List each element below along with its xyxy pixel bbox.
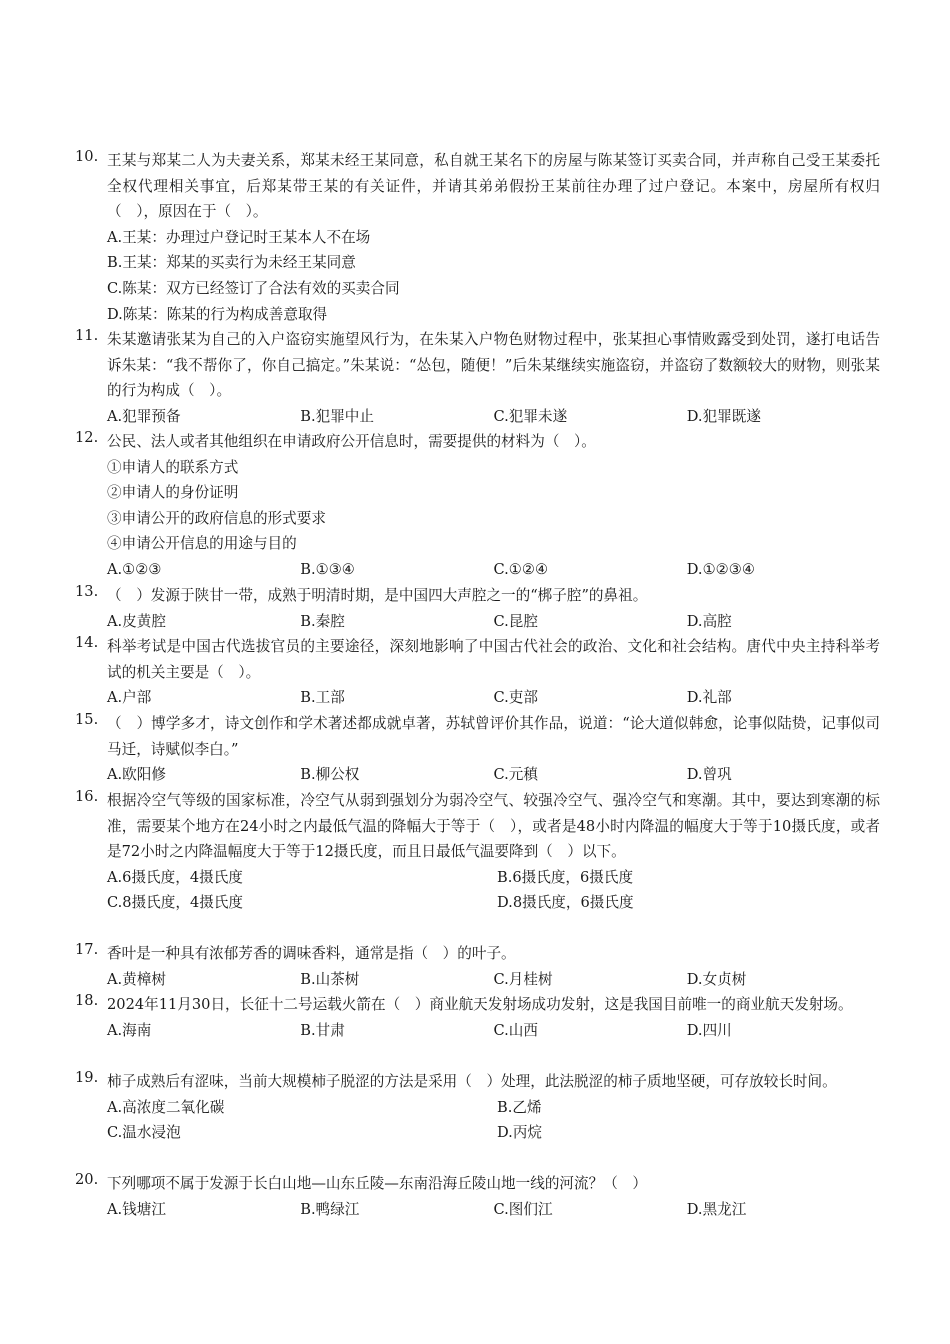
question-number: 15. <box>75 711 99 728</box>
option-d: D.丙烷 <box>497 1124 543 1142</box>
question-number: 11. <box>75 327 99 344</box>
option-a: A.户部 <box>107 689 152 707</box>
option-b: B.秦腔 <box>300 612 345 630</box>
statement-3: ③申请公开的政府信息的形式要求 <box>107 509 326 527</box>
option-d: D.女贞树 <box>686 970 747 988</box>
option-c: C.昆腔 <box>493 612 538 630</box>
option-b: B.犯罪中止 <box>300 407 374 425</box>
option-b: B.柳公权 <box>300 766 360 784</box>
option-d: D.①②③④ <box>686 560 755 578</box>
option-c: C.图们江 <box>493 1200 553 1218</box>
question-number: 13. <box>75 583 99 600</box>
option-d: D.8摄氏度，6摄氏度 <box>497 894 634 912</box>
question-stem: 公民、法人或者其他组织在申请政府公开信息时，需要提供的材料为（ ）。 <box>107 433 596 450</box>
option-d: D.犯罪既遂 <box>686 407 761 425</box>
statement-1: ①申请人的联系方式 <box>107 458 239 476</box>
question-number: 10. <box>75 148 99 165</box>
question-number: 18. <box>75 992 99 1009</box>
option-a: A.王某：办理过户登记时王某本人不在场 <box>107 228 371 246</box>
question-13 <box>75 583 880 634</box>
option-a: A.海南 <box>107 1021 152 1039</box>
question-stem: 2024年11月30日，长征十二号运载火箭在（ ）商业航天发射场成功发射，这是我国目前唯一的商业航天发射场。 <box>107 996 853 1013</box>
question-12 <box>75 429 880 583</box>
question-11 <box>75 327 880 429</box>
option-b: B.6摄氏度，6摄氏度 <box>497 868 634 886</box>
option-c: C.月桂树 <box>493 970 553 988</box>
question-stem: 下列哪项不属于发源于长白山地—山东丘陵—东南沿海丘陵山地一线的河流？（ ） <box>107 1175 647 1192</box>
option-a: A.①②③ <box>107 560 162 578</box>
option-a: A.黄樟树 <box>107 970 166 988</box>
option-d: D.黑龙江 <box>686 1200 747 1218</box>
option-b: B.王某：郑某的买卖行为未经王某同意 <box>107 254 356 272</box>
option-c: C.8摄氏度，4摄氏度 <box>107 894 244 912</box>
option-d: D.陈某：陈某的行为构成善意取得 <box>107 305 328 323</box>
question-stem: 柿子成熟后有涩味，当前大规模柿子脱涩的方法是采用（ ）处理，此法脱涩的柿子质地坚硬，可存放较长时间。 <box>107 1073 837 1090</box>
option-d: D.礼部 <box>686 689 732 707</box>
question-stem: 王某与郑某二人为夫妻关系，郑某未经王某同意，私自就王某名下的房屋与陈某签订买卖合同，并声称自己受王某委托全权代理相关事宜，后郑某带王某的有关证件，并请其弟弟假扮王某前往办理了过户登记。本案中，房屋所有权归（ ），原因在于（ ）。 <box>107 152 880 221</box>
question-stem: 科举考试是中国古代选拔官员的主要途径，深刻地影响了中国古代社会的政治、文化和社会结构。唐代中央主持科举考试的机关主要是（ ）。 <box>107 638 880 681</box>
question-16 <box>75 788 880 916</box>
option-c: C.陈某：双方已经签订了合法有效的买卖合同 <box>107 279 400 297</box>
question-number: 20. <box>75 1171 99 1188</box>
question-number: 19. <box>75 1069 99 1086</box>
question-number: 17. <box>75 941 99 958</box>
question-stem: 根据冷空气等级的国家标准，冷空气从弱到强划分为弱冷空气、较强冷空气、强冷空气和寒潮。其中，要达到寒潮的标准，需要某个地方在24小时之内最低气温的降幅大于等于（ ），或者是48小时内降温的幅度大于等于10摄氏度，或者是72小时之内降温幅度大于等于12摄氏度，而且日最低气温要降到（ ）以下。 <box>107 792 880 861</box>
option-c: C.①②④ <box>493 560 549 578</box>
option-c: C.吏部 <box>493 689 538 707</box>
option-c: C.山西 <box>493 1021 538 1039</box>
question-20 <box>75 1171 880 1222</box>
question-19 <box>75 1069 880 1146</box>
option-a: A.皮黄腔 <box>107 612 166 630</box>
option-d: D.高腔 <box>686 612 732 630</box>
option-b: B.甘肃 <box>300 1021 345 1039</box>
option-c: C.温水浸泡 <box>107 1124 181 1142</box>
option-c: C.元稹 <box>493 766 538 784</box>
question-stem: 香叶是一种具有浓郁芳香的调味香料，通常是指（ ）的叶子。 <box>107 945 516 962</box>
question-number: 16. <box>75 788 99 805</box>
question-stem: （ ）发源于陕甘一带，成熟于明清时期，是中国四大声腔之一的“梆子腔”的鼻祖。 <box>107 587 648 604</box>
option-a: A.欧阳修 <box>107 766 166 784</box>
option-d: D.四川 <box>686 1021 732 1039</box>
question-number: 12. <box>75 429 99 446</box>
option-b: B.山茶树 <box>300 970 360 988</box>
option-b: B.工部 <box>300 689 345 707</box>
option-d: D.曾巩 <box>686 766 732 784</box>
option-a: A.6摄氏度，4摄氏度 <box>107 868 243 886</box>
option-c: C.犯罪未遂 <box>493 407 568 425</box>
question-17 <box>75 941 880 992</box>
option-b: B.乙烯 <box>497 1098 542 1116</box>
statement-4: ④申请公开信息的用途与目的 <box>107 535 297 553</box>
option-b: B.鸭绿江 <box>300 1200 360 1218</box>
question-number: 14. <box>75 634 99 651</box>
option-a: A.犯罪预备 <box>107 407 181 425</box>
option-a: A.高浓度二氧化碳 <box>107 1098 225 1116</box>
question-10 <box>75 148 880 327</box>
question-stem: （ ）博学多才，诗文创作和学术著述都成就卓著，苏轼曾评价其作品，说道：“论大道似韩愈，论事似陆贽，记事似司马迁，诗赋似李白。” <box>107 715 880 758</box>
question-stem: 朱某邀请张某为自己的入户盗窃实施望风行为，在朱某入户物色财物过程中，张某担心事情败露受到处罚，遂打电话告诉朱某：“我不帮你了，你自己搞定。”朱某说：“怂包，随便！”后朱某继续实施盗窃，并盗窃了数额较大的财物，则张某的行为构成（ ）。 <box>107 331 880 400</box>
option-b: B.①③④ <box>300 560 355 578</box>
question-18 <box>75 992 880 1043</box>
question-14 <box>75 634 880 711</box>
question-15 <box>75 711 880 788</box>
statement-2: ②申请人的身份证明 <box>107 484 239 502</box>
option-a: A.钱塘江 <box>107 1200 166 1218</box>
